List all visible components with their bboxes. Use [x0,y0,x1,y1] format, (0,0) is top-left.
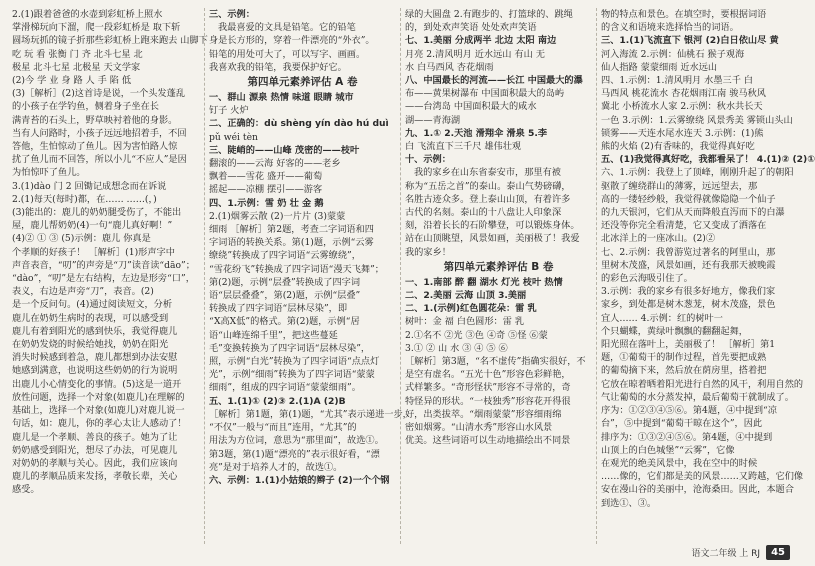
section-title: 第四单元素养评估 A 卷 [247,76,358,89]
text-line: 马西风 桃花流水 杏花烟雨江南 骏马秋风 [601,88,766,100]
text-line: 2.(1)跟着爸爸的水壶到彩虹桥上照水 [12,9,163,20]
text-line: 的葡萄摘下来，然后放在荫房里，搭着把 [601,365,767,377]
text-line: 密如烟雾。“山清水秀”形容山水风景 [405,422,553,434]
text-line: 序为：①②③④⑤⑥。第4题，④中提到“凉 [601,405,777,417]
page-number: 45 [766,545,790,560]
text-line: 极星 北斗七星 北极星 天文学家 [12,61,141,73]
text-line: 缭绕”转换成了四字词语“云雾缭绕”， [209,250,361,262]
text-line: 对奶奶的孝顺与关心。因此，我们应该向 [12,457,178,469]
text-line: ［解析］第1题，第(1)题，“尤其”表示递进一步， [209,408,412,420]
text-line: 翻滚的——云海 好客的——老乡 [209,158,341,170]
text-line: 细雨”，组成的四字词语“蒙蒙细雨”。 [209,382,361,394]
text-line: (3)能出的：鹿儿的奶奶腿受伤了，不能出 [12,207,182,219]
text-line: 她感到满意，也说明这些奶奶的行为说明 [12,365,178,377]
text-line: “X高X低”的格式。第(2)题，示例“居 [209,316,360,328]
text-line: “雪花纷飞”转换成了四字词语“漫天飞舞”； [209,263,384,275]
text-line: 光”，示例“细雨”转换为了四字词语“蒙蒙 [209,369,375,381]
text-line: “不仅”一般与“而且”连用，“尤其”的 [209,422,357,434]
text-line: ［解析］第3题，“名不虚传”指确实很好，不 [405,356,586,368]
text-line: 3.(1)dào 门 2 回锄记成想念而在诉说 [12,180,167,192]
text-line: 月亮 2.清风明月 近水远山 有山 无 [405,48,545,60]
text-line: 驱散了缠绕群山的薄雾，远远望去，那 [601,180,758,192]
text-line: 二、1.(示例)红色圆花朵：雷 乳 [405,303,537,315]
text-line: 出鹿儿小心情变化的事情。(5)这是一道开 [12,378,182,390]
text-line: 冀北 小桥流水人家 2.示例：秋水共长天 [601,101,763,113]
text-line: 二、正确的：dù shèng yín dào hú duì [209,118,389,130]
text-line: 站在山顶眺望，风景如画，美丽极了！我爱 [405,233,580,245]
text-line: 名胜古迹众多。登上泰山山顶，有着许多 [405,193,571,205]
text-line: 三、示例： [209,9,255,20]
text-line: 熊的火焰 (2)有香味的，我觉得真好吃 [601,141,755,153]
text-line: 三、1.(1)飞流直下 银河 (2)白日依山尽 黄 [601,35,779,47]
text-line: 古代的名刻。泰山的十八盘让人印象深 [405,207,562,219]
text-line: 2.(1)烟雾云散 (2)一片片 (3)蒙蒙 [209,210,346,222]
text-line: 气让葡萄的水分蒸发掉，最后葡萄干就制成了。 [601,391,794,403]
text-line: 3.示例：我的家乡有很多好地方，像我们家 [601,286,776,298]
text-line: 水 白马西风 杏花烟雨 [405,61,494,73]
text-line: 河入海流 2.示例：仙桃石 猴子观海 [601,48,745,60]
text-line: 鹿儿的孝顺品质来发扬，孝敬长辈，关心 [12,471,178,483]
text-line: 当有人问路时，小孩子远远地招着手，不回 [12,127,187,139]
text-line: 照，示例“白光”转换为了四字词语“点点灯 [209,356,380,368]
column-2 [204,8,412,544]
text-line: 在奶奶发烧的时候给她找，奶奶在阳光 [12,339,169,351]
text-line: 还没等你完全看清楚，它又变成了洒落在 [601,220,767,232]
text-line: 是一个反问句。(4)通过阅读短文，分析 [12,299,173,311]
text-line: 个只蝴蝶，黄绿叶飘飘的翻翻起舞， [601,325,748,337]
text-line: 布——黄果树瀑布 中国面积最大的岛屿 [405,88,565,100]
text-line: ——台湾岛 中国面积最大的咸水 [405,101,537,113]
section-title: 第四单元素养评估 B 卷 [443,260,554,273]
text-line: 毛”变换转换为了四字词语“层林尽染”， [209,342,371,354]
text-line: 七、1.美丽 分成两半 北边 太阳 南边 [405,35,557,47]
text-line: 满青苔的石头上，野草映衬着他的身影。 [12,114,178,126]
text-line: 九、1.① 2.天池 滑翔伞 滑泉 5.李 [405,127,548,139]
text-line: 句话，如：鹿儿，你的孝心太让人感动了！ [12,418,187,430]
text-line: 扰了鱼儿而不回答，所以小儿“不应人”是因 [12,154,187,166]
text-line: 四、1.示例：1.清风明月 水墨三千 白 [601,75,753,87]
text-line: 字词语的转换关系。第(1)题，示例“云雾 [209,237,374,249]
text-line: 第(2)题，示例“层叠”转换成了四字词 [209,276,361,288]
subject-label: 语文二年级 上 RJ [691,549,761,559]
column-3 [400,8,596,544]
text-line: 奶奶感受到阳光，想尽了办法，可见鹿儿 [12,444,178,456]
text-line: 台”，⑤中提到“葡萄干晾在这个”，因此 [601,418,763,430]
text-line: 飘着——雪花 盛开——葡萄 [209,171,323,183]
text-line: 我最喜爱的文具是铅笔。它的铅笔 [218,22,356,34]
text-line: 锁雾——天连水尾水连天 3.示例：(1)熊 [601,127,764,139]
text-line: 仙人指路 蒙蒙细雨 近水远山 [601,61,718,73]
text-line: pǔ wéi tèn [209,131,258,143]
text-line: 鹿儿有着到阳光的感到快乐，我觉得鹿儿 [12,325,178,337]
text-line: 到选①、③。 [601,497,657,509]
text-line: 声音表音，“叨”的声旁是“刀”读音读“dāo”； [12,259,195,271]
text-line: 阳光照在落叶上，美丽极了！ ［解析］第1 [601,339,776,351]
text-line: 刻，沿着长长的石阶攀登，可以锻炼身体。 [405,220,580,232]
text-line: 里树木茂盛，风景如画，还有我那天被晚霞 [601,259,776,271]
text-line: “dào”，“叨”是左右结构，左边是形旁“口”， [12,273,195,285]
text-line: 消失时候感到着急，鹿儿都想到办法安慰 [12,352,178,364]
text-line: 感受。 [12,484,40,496]
text-line: 绿的大圆盘 2.有跑步的、打篮球的、跳绳 [405,9,573,20]
text-line: 四、1.示例：雪 奶 壮 金 鹅 [209,197,324,209]
text-line: 基础上，选择一个对象(如鹿儿)对鹿儿说一 [12,405,185,417]
text-line: 用法为方位词，意思为“那里面”，故选①。 [209,435,384,447]
page-footer [691,545,790,560]
text-line: 优美。这些词语可以生动地描绘出不同景 [405,435,571,447]
text-line: 铅笔的用处可大了，可以写字、画画。 [209,48,366,60]
text-line: 2.①名不 ②光 ③色 ④奇 ⑤怪 ⑥蒙 [405,329,548,341]
text-line: 的，到处欢声笑语 处处欢声笑语 [405,22,537,34]
text-line: 我的家乡！ [405,246,451,258]
text-line: 式样繁多。“奇形怪状”形容不寻常的，奇 [405,382,571,394]
text-line: 好，出类拔萃。“烟雨蒙蒙”形容细雨绵 [405,408,562,420]
text-line: 一色 3.示例：1.云雾缭绕 风景秀美 雾锁山头山 [601,114,793,126]
text-line: 的含义和语境来选择恰当的词语。 [601,22,739,34]
text-line: 北冰洋上的一座冰山。(2)② [601,233,716,245]
text-line: 身是长方形的，穿着一件漂亮的“外衣”。 [209,35,375,47]
text-line: 高的一缕轻纱般，我觉得就像隐隐一个仙子 [601,193,776,205]
text-line: 细雨 ［解析］第2题，考查二字词语和四 [209,224,374,236]
text-line: 的九天银河，它们从天而降般直泻而下的白瀑 [601,207,785,219]
text-line: 转换成了四字词语“层林尽染”，即 [209,303,348,315]
text-line: 第3题，第(1)题“漂亮的”表示很好看，“漂 [209,448,380,460]
text-line: 家乡，到处都是树木葱茏，树木茂盛，景色 [601,299,776,311]
text-line: 称为“五岳之首”的泰山。泰山气势磅礴， [405,180,571,192]
text-line: 是空有虚名。“五光十色”形容色彩鲜艳， [405,369,571,381]
text-line: 八、中国最长的河流——长江 中国最大的瀑 [405,75,583,87]
text-line: 鹿儿在奶奶生病时的表现，可以感受到 [12,312,169,324]
text-line: 亮”是对于培养人才的，故选①。 [209,461,343,473]
text-line: (3)［解析］(2)这首诗是说，一个头发蓬乱 [12,88,186,100]
text-line: 在观光的绝美风景中，我在空中的时候 [601,457,758,469]
text-line: 个孝顺的好孩子！ ［解析］(1)形声字中 [12,246,175,258]
text-line: 鹿儿是一个孝顺、善良的孩子。她为了让 [12,431,178,443]
text-line: 六、1.示例：我登上了顶峰，刚刚升起了的朝阳 [601,167,794,179]
text-line: 吃 玩 看 张衡 门 齐 北斗七星 北 [12,48,143,60]
text-line: 圆场玩抓的镜子折那些彩虹桥上跑来跑去 山脚下 [12,35,208,47]
text-line: 2.(1)每天(每时)都，在…… ……(，) [12,193,157,205]
text-line: 物的特点和景色。在填空时，要根据词语 [601,9,767,20]
text-line: 一、群山 源泉 热情 味道 眼睛 城市 [209,92,354,104]
text-line: 答他，生怕惊动了鱼儿。因为害怕路人惊 [12,141,178,153]
text-line: 我喜欢我的铅笔，我要保护好它。 [209,61,347,73]
text-line: 二、2.美丽 云海 山顶 3.美丽 [405,290,527,302]
text-line: 宜人…… 4.示例：红的树叶一 [601,312,723,324]
column-4 [596,8,815,544]
text-line: 六、示例：1.(1)小姑娘的辫子 (2)一个个钢 [209,474,390,486]
text-line: 掌滑梯玩向下溜，爬一段彩虹桥是 取下斩 [12,22,181,34]
text-line: (2)今 学 业 身 路 人 手 陷 低 [12,75,132,87]
text-line: 树叶：金 福 白色圆形：雷 乳 [405,316,525,328]
text-line: 为怕惊吓了鱼儿。 [12,167,86,179]
text-line: 五、(1)我觉得真好吃，我都看呆了！ 4.(1)② (2)① [601,154,815,166]
text-line: 排序为：①③②④⑤⑥。第4题，④中提到 [601,431,773,443]
text-line: 表义，右边是声旁“刀”，表音。(2) [12,286,154,298]
text-line: 安在漫山谷的美丽中，沧海桑田。因此，本题合 [601,484,794,496]
text-line: 十、示例： [405,154,451,166]
text-line: 我的家乡在山东省泰安市，那里有被 [414,167,561,179]
text-line: 题，①葡萄干的制作过程，首先要把成熟 [601,352,767,364]
text-line: 放性问题，选择一个对象(如鹿儿)在理解的 [12,391,185,403]
text-line: 语“山峰连绵千里”，把这些蔓延 [209,329,338,341]
text-line: 特怪异的形状。“一枝独秀”形容花开得很 [405,395,571,407]
text-line: 的小孩子在学钓鱼，侧着身子坐在长 [12,101,159,113]
text-line: ……像的，它们都是美的风景……又跨越，它们像 [601,471,804,483]
text-line: 的彩色云海吸引住了。 [601,273,693,285]
text-line: 五、1.(1)① (2)③ 2.(1)A (2)B [209,395,346,407]
text-line: 三、陡峭的——山峰 茂密的——枝叶 [209,144,360,156]
text-line: 语“层层叠叠”，第(2)题，示例“层叠” [209,290,361,302]
text-line: 它放在晾着晒着阳光进行自然的风干，利用自然的 [601,378,804,390]
text-line: 摇起——凉棚 摆引——游客 [209,184,323,196]
text-line: 3.① ② 山 水 ③ ④ ⑤ ⑥ [405,342,508,354]
text-line: 湖——青海湖 [405,114,461,126]
text-line: 山顶上的白色城堡”“云雾”，它像 [601,444,735,456]
text-line: 屋，鹿儿帮奶奶(4)一句“鹿儿真好啊！” [12,220,173,232]
text-line: 一、1.南部 醉 翻 湖水 灯光 枝叶 热情 [405,276,563,288]
text-line: (4)② ① ③ (5)示例：鹿儿 你真是 [12,233,151,245]
text-line: 七、2.示例：我曾游览过著名的阿里山，那 [601,246,776,258]
text-columns [8,8,815,544]
text-line: 白 飞流直下三千尺 雄伟壮观 [405,141,522,153]
text-line: 钉子 火炉 [209,105,249,117]
column-1 [8,8,208,544]
